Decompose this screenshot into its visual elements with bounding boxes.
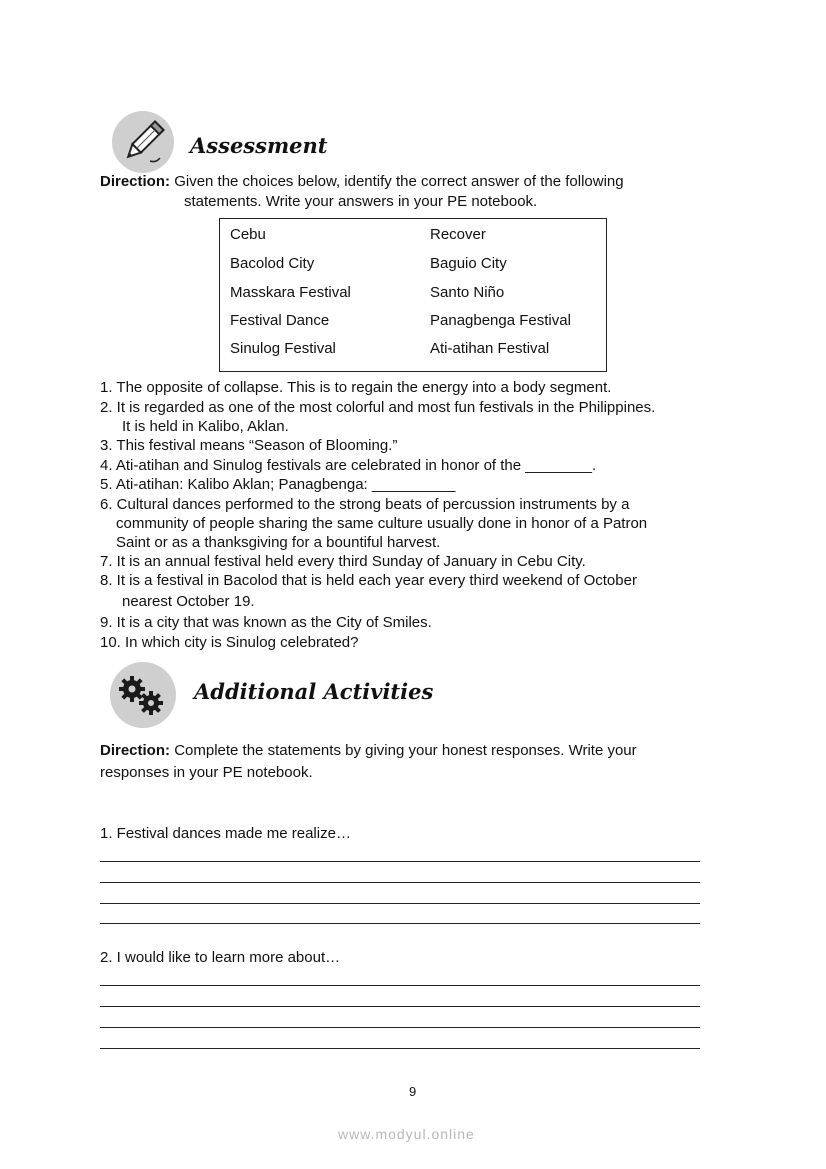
additional-title: Additional Activities [194,679,434,704]
question-item: 1. The opposite of collapse. This is to regain the energy into a body segment. [100,379,612,396]
answer-line[interactable] [100,985,700,986]
question-item-cont: Saint or as a thanksgiving for a bountiful harvest. [116,534,441,551]
direction-label: Direction: [100,742,171,759]
answer-line[interactable] [100,1006,700,1007]
choice-item: Recover [430,226,486,243]
choice-item: Masskara Festival [230,284,351,301]
assessment-direction-cont: statements. Write your answers in your PE notebook. [184,193,538,210]
question-item: 3. This festival means “Season of Blooming.” [100,437,398,454]
choice-item: Ati-atihan Festival [430,340,550,357]
direction-text: Complete the statements by giving your honest responses. Write your [174,742,637,759]
question-item-cont: It is held in Kalibo, Aklan. [122,418,289,435]
question-item: 8. It is a festival in Bacolod that is held each year every third weekend of October [100,572,637,589]
answer-line[interactable] [100,923,700,924]
additional-direction [100,741,637,761]
question-item: 5. Ati-atihan: Kalibo Aklan; Panagbenga: __________ [100,476,456,493]
assessment-title: Assessment [190,133,328,158]
answer-line[interactable] [100,903,700,904]
choice-item: Baguio City [430,255,507,272]
choice-item: Panagbenga Festival [430,312,571,329]
choice-item: Festival Dance [230,312,330,329]
gears-icon [110,662,176,728]
choice-item: Bacolod City [230,255,315,272]
additional-direction-cont: responses in your PE notebook. [100,764,313,781]
choices-box [219,218,607,372]
choice-item: Santo Niño [430,284,505,301]
assessment-icon-badge [112,111,174,173]
question-item: 9. It is a city that was known as the City of Smiles. [100,614,432,631]
answer-line[interactable] [100,1027,700,1028]
assessment-direction [100,172,624,192]
question-item-cont: community of people sharing the same culture usually done in honor of a Patron [116,515,648,532]
question-item: 6. Cultural dances performed to the strong beats of percussion instruments by a [100,496,630,513]
answer-line[interactable] [100,1048,700,1049]
choice-item: Cebu [230,226,266,243]
question-item: 2. It is regarded as one of the most colorful and most fun festivals in the Philippines. [100,399,656,416]
question-item: 4. Ati-atihan and Sinulog festivals are celebrated in honor of the ________. [100,457,597,474]
answer-line[interactable] [100,882,700,883]
pencil-icon [112,111,174,173]
answer-line[interactable] [100,861,700,862]
prompt-1: 1. Festival dances made me realize… [100,825,351,842]
question-item-cont: nearest October 19. [122,593,255,610]
page-number: 9 [409,1084,417,1099]
prompt-2: 2. I would like to learn more about… [100,949,341,966]
question-item: 7. It is an annual festival held every third Sunday of January in Cebu City. [100,553,586,570]
choice-item: Sinulog Festival [230,340,336,357]
direction-label: Direction: [100,173,171,190]
question-item: 10. In which city is Sinulog celebrated? [100,634,359,651]
direction-text: Given the choices below, identify the correct answer of the following [174,173,624,190]
watermark: www.modyul.online [338,1126,475,1142]
additional-icon-badge [110,662,176,728]
